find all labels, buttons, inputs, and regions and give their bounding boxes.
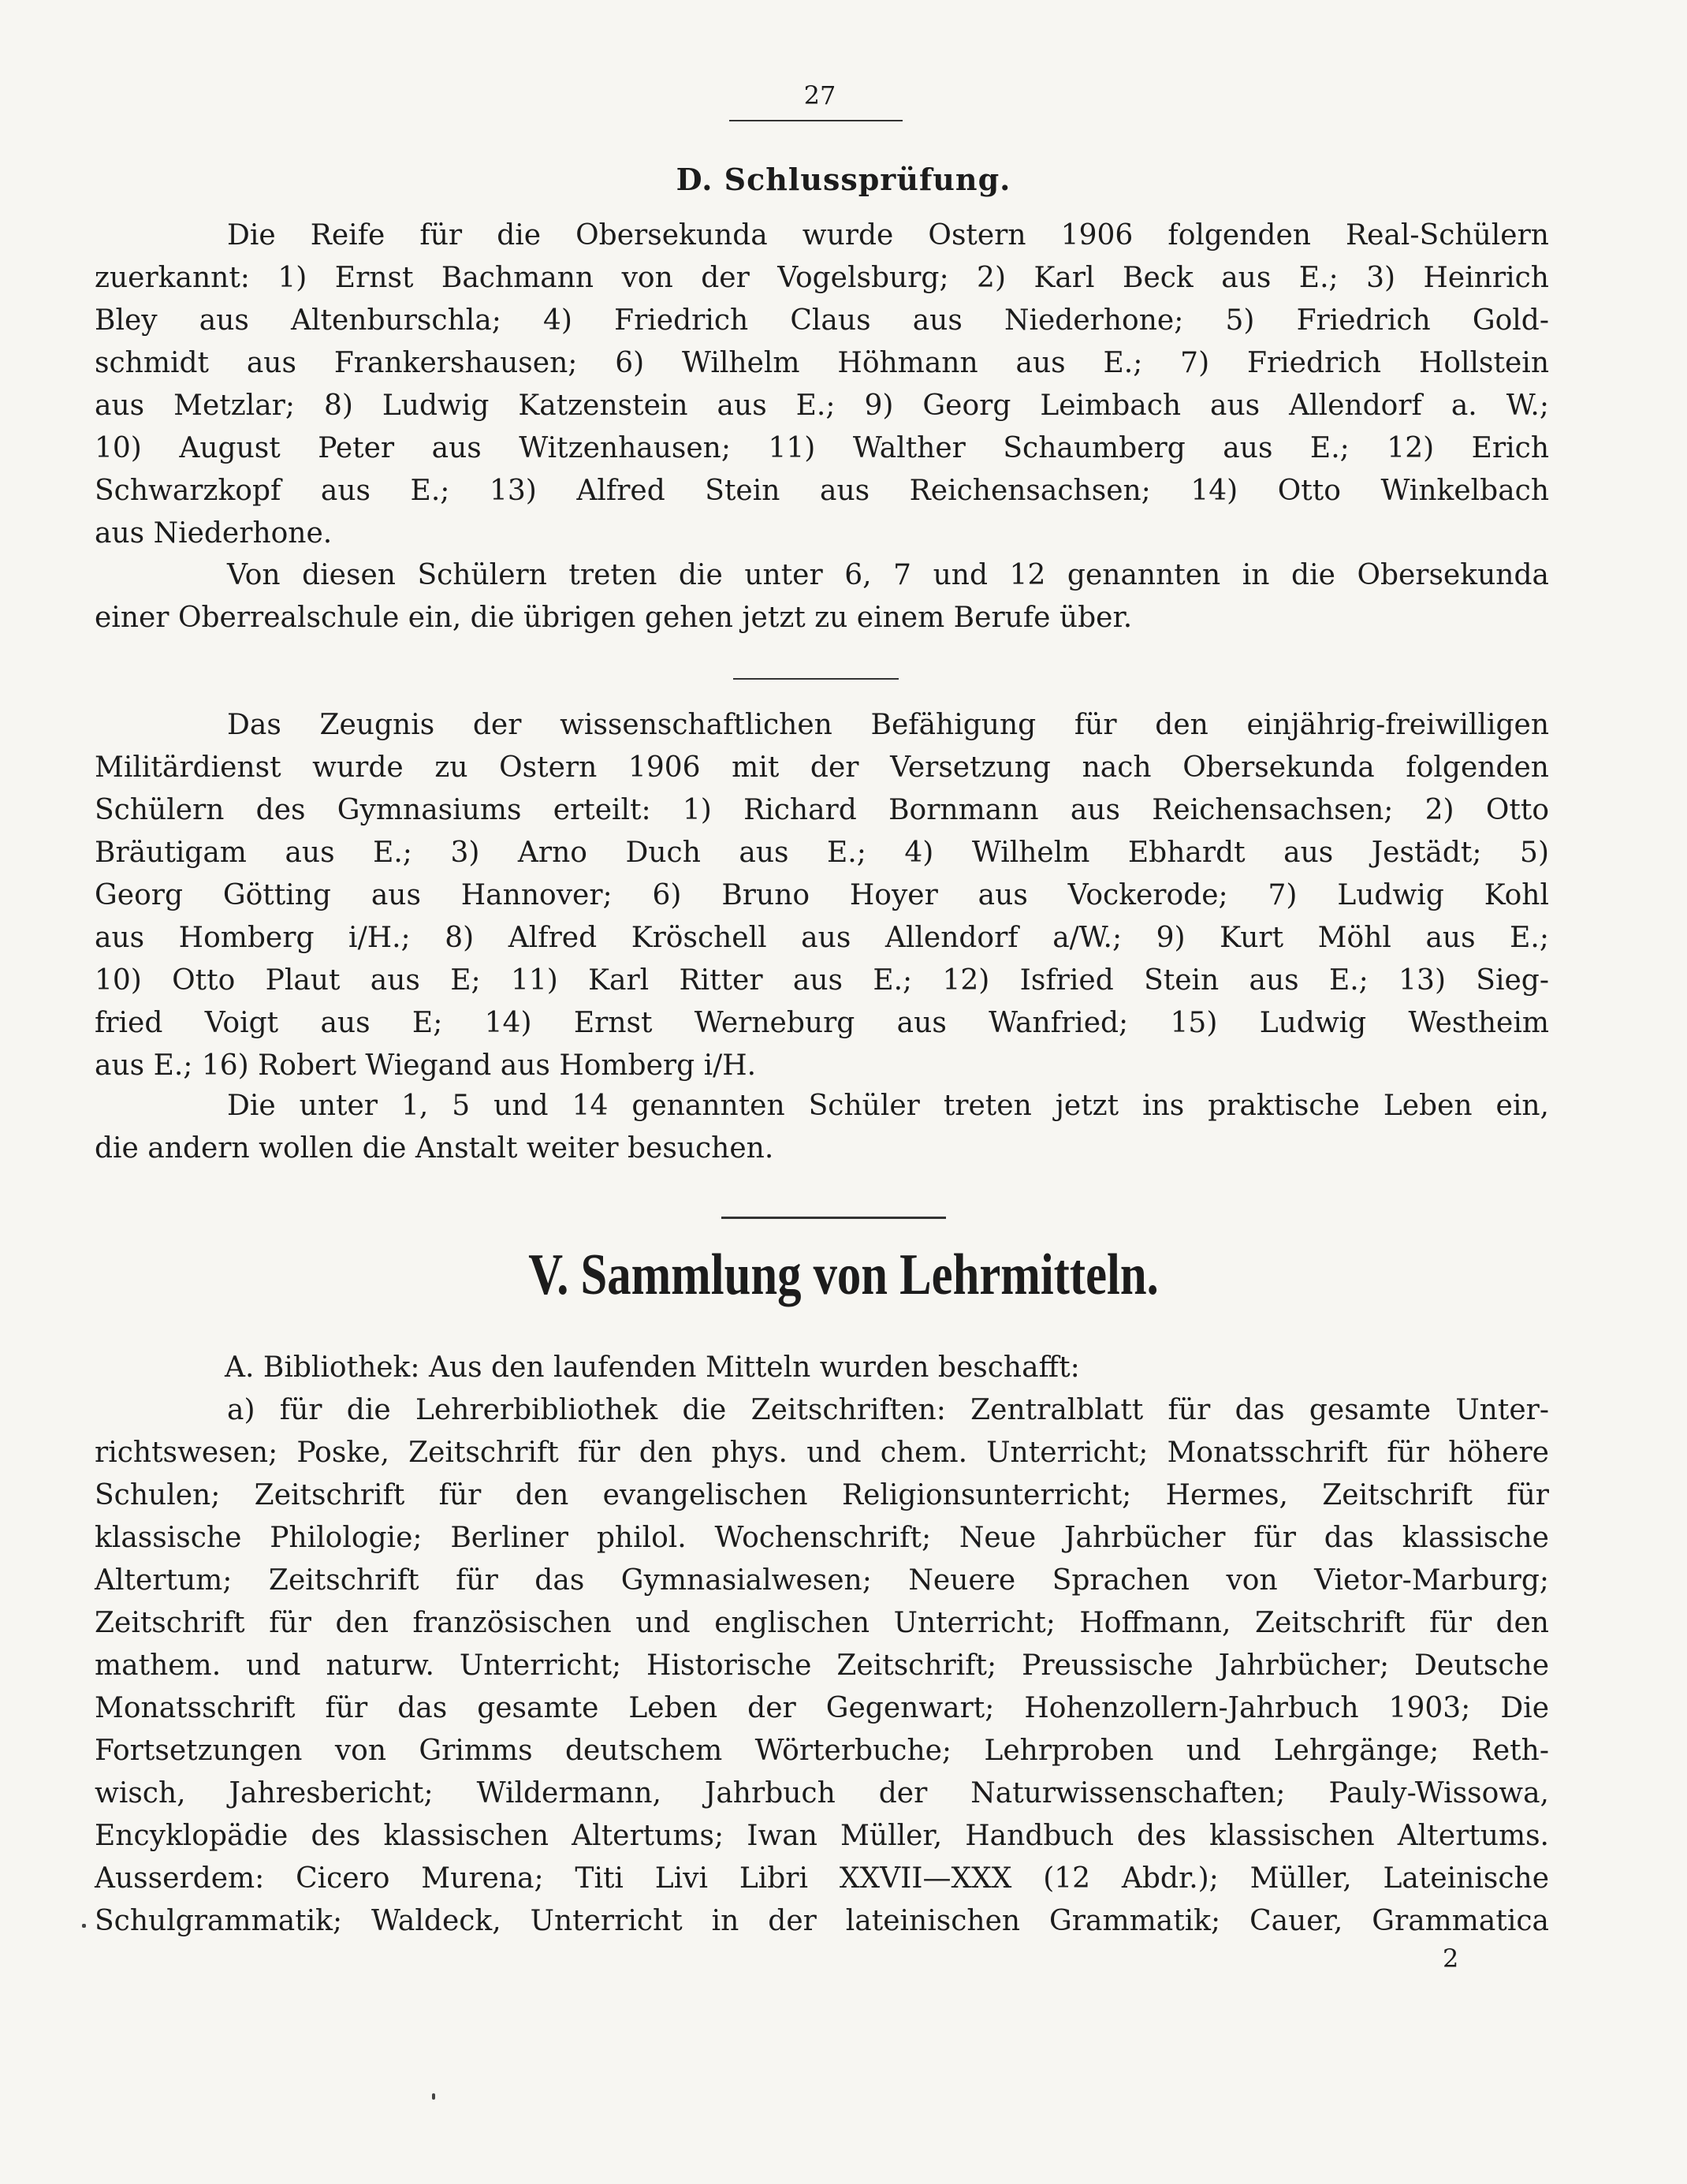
text-line: Zeitschrift für den französischen und englischen Unterricht; Hoffmann, Zeitschrift für den	[95, 1607, 1549, 1639]
text-line: Fortsetzungen von Grimms deutschem Wörterbuche; Lehrproben und Lehrgänge; Reth-	[95, 1735, 1549, 1767]
text-line: Von diesen Schülern treten die unter 6, 7 und 12 genannten in die Obersekunda	[227, 559, 1549, 591]
section-v-paragraph-1	[95, 1347, 1549, 1943]
text-line: a) für die Lehrerbibliothek die Zeitschriften: Zentralblatt für das gesamte Unter-	[227, 1394, 1549, 1426]
section-d-paragraph-4	[95, 1085, 1549, 1170]
section-d-heading: D. Schlussprüfung.	[676, 162, 1011, 197]
text-line: Bley aus Altenburschla; 4) Friedrich Claus aus Niederhone; 5) Friedrich Gold-	[95, 304, 1549, 337]
print-speck	[432, 2093, 435, 2100]
text-line: Schülern des Gymnasiums erteilt: 1) Richard Bornmann aus Reichensachsen; 2) Otto	[95, 794, 1549, 826]
text-line: zuerkannt: 1) Ernst Bachmann von der Vogelsburg; 2) Karl Beck aus E.; 3) Heinrich	[95, 262, 1549, 294]
section-d-paragraph-3	[95, 704, 1549, 1087]
text-line: die andern wollen die Anstalt weiter besuchen.	[95, 1132, 774, 1165]
text-line: mathem. und naturw. Unterricht; Historische Zeitschrift; Preussische Jahrbücher; Deutsche	[95, 1649, 1549, 1682]
text-line: Ausserdem: Cicero Murena; Titi Livi Libri XXVII—XXX (12 Abdr.); Müller, Lateinische	[95, 1862, 1549, 1895]
text-line: aus Homberg i/H.; 8) Alfred Kröschell aus Allendorf a/W.; 9) Kurt Möhl aus E.;	[95, 922, 1549, 954]
section-d-paragraph-2	[95, 554, 1549, 639]
text-line: schmidt aus Frankershausen; 6) Wilhelm Höhmann aus E.; 7) Friedrich Hollstein	[95, 347, 1549, 379]
text-line: Militärdienst wurde zu Ostern 1906 mit der Versetzung nach Obersekunda folgenden	[95, 751, 1549, 784]
section-divider	[733, 678, 899, 680]
print-speck	[82, 1924, 86, 1928]
page-number: 27	[803, 80, 836, 110]
text-line: Altertum; Zeitschrift für das Gymnasialwesen; Neuere Sprachen von Vietor-Marburg;	[95, 1564, 1549, 1597]
text-line: Encyklopädie des klassischen Altertums; Iwan Müller, Handbuch des klassischen Altertums.	[95, 1820, 1549, 1852]
text-line: A. Bibliothek: Aus den laufenden Mitteln wurden beschafft:	[225, 1351, 1080, 1384]
text-line: Das Zeugnis der wissenschaftlichen Befähigung für den einjährig-freiwilligen	[227, 709, 1549, 741]
text-line: Die unter 1, 5 und 14 genannten Schüler treten jetzt ins praktische Leben ein,	[227, 1090, 1549, 1122]
text-line: aus Metzlar; 8) Ludwig Katzenstein aus E.; 9) Georg Leimbach aus Allendorf a. W.;	[95, 389, 1549, 422]
text-line: wisch, Jahresbericht; Wildermann, Jahrbuch der Naturwissenschaften; Pauly-Wissowa,	[95, 1777, 1549, 1809]
signature-mark: 2	[1443, 1944, 1459, 1973]
text-line: Schwarzkopf aus E.; 13) Alfred Stein aus Reichensachsen; 14) Otto Winkelbach	[95, 475, 1549, 507]
text-line: Georg Götting aus Hannover; 6) Bruno Hoyer aus Vockerode; 7) Ludwig Kohl	[95, 879, 1549, 911]
text-line: fried Voigt aus E; 14) Ernst Werneburg aus Wanfried; 15) Ludwig Westheim	[95, 1007, 1549, 1039]
text-line: Monatsschrift für das gesamte Leben der Gegenwart; Hohenzollern-Jahrbuch 1903; Die	[95, 1692, 1549, 1724]
text-line: einer Oberrealschule ein, die übrigen gehen jetzt zu einem Berufe über.	[95, 602, 1133, 634]
text-line: Schulgrammatik; Waldeck, Unterricht in der lateinischen Grammatik; Cauer, Grammatica	[95, 1905, 1549, 1937]
text-line: Bräutigam aus E.; 3) Arno Duch aus E.; 4) Wilhelm Ebhardt aus Jestädt; 5)	[95, 837, 1549, 869]
section-divider	[721, 1217, 946, 1219]
text-line: klassische Philologie; Berliner philol. Wochenschrift; Neue Jahrbücher für das klassische	[95, 1522, 1549, 1554]
text-line: 10) Otto Plaut aus E; 11) Karl Ritter aus E.; 12) Isfried Stein aus E.; 13) Sieg-	[95, 964, 1549, 997]
header-rule	[729, 120, 903, 121]
section-v-heading: V. Sammlung von Lehrmitteln.	[528, 1243, 1159, 1307]
text-line: 10) August Peter aus Witzenhausen; 11) Walther Schaumberg aus E.; 12) Erich	[95, 432, 1549, 464]
text-line: aus E.; 16) Robert Wiegand aus Homberg i/H.	[95, 1049, 757, 1082]
text-line: aus Niederhone.	[95, 517, 333, 550]
text-line: Die Reife für die Obersekunda wurde Ostern 1906 folgenden Real-Schülern	[227, 219, 1549, 252]
section-d-paragraph-1	[95, 214, 1549, 555]
text-line: richtswesen; Poske, Zeitschrift für den phys. und chem. Unterricht; Monatsschrift für höhere	[95, 1437, 1549, 1469]
text-line: Schulen; Zeitschrift für den evangelischen Religionsunterricht; Hermes, Zeitschrift für	[95, 1479, 1549, 1511]
